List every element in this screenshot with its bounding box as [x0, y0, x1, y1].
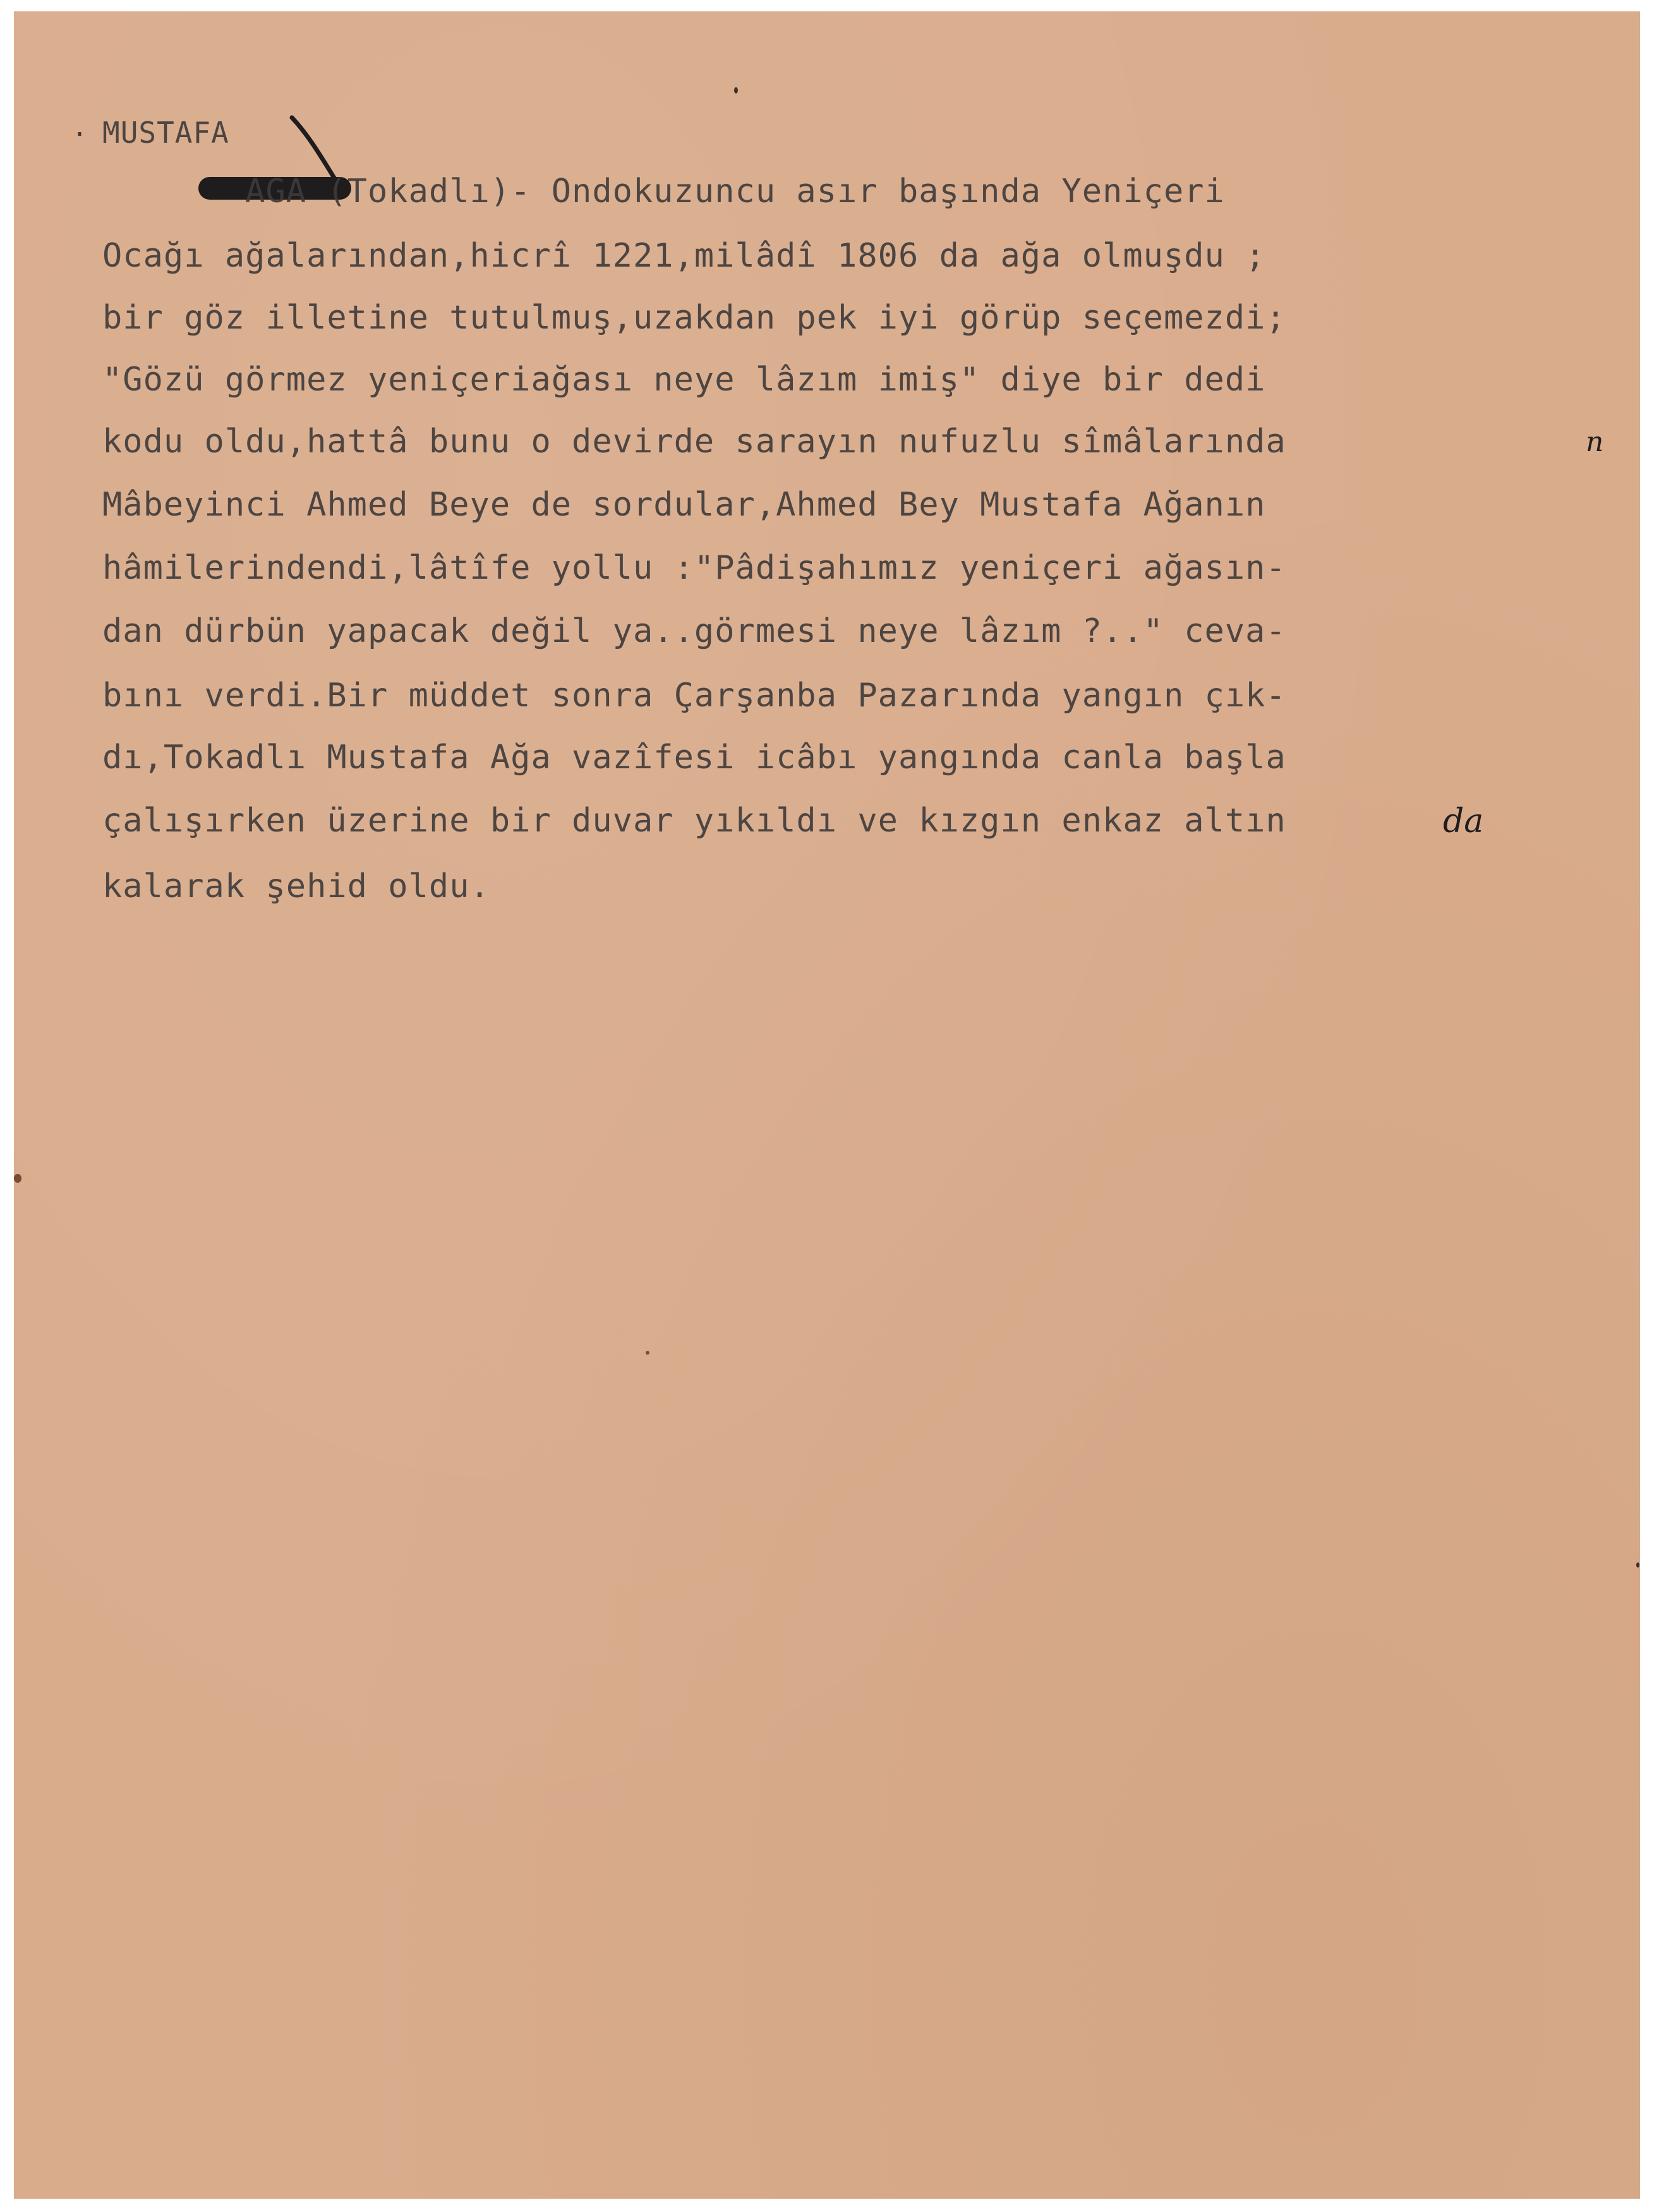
text-line-8: dan dürbün yapacak değil ya..görmesi neye lâzım ?.." ceva-: [102, 612, 1286, 650]
margin-dot: ·: [72, 120, 88, 149]
paper-speck: [1636, 1562, 1639, 1568]
text-line-11: çalışırken üzerine bir duvar yıkıldı ve kızgın enkaz altın: [102, 802, 1286, 840]
text-line-9: bını verdi.Bir müddet sonra Çarşanba Pazarında yangın çık-: [102, 677, 1286, 715]
text-line-10: dı,Tokadlı Mustafa Ağa vazîfesi icâbı yangında canla başla: [102, 739, 1286, 777]
text-line-7: hâmilerindendi,lâtîfe yollu :"Pâdişahımız yeniçeri ağasın-: [102, 549, 1286, 587]
entry-heading: MUSTAFA: [102, 116, 229, 150]
text-line-1: AGA (Tokadlı)- Ondokuzuncu asır başında Yeniçeri: [102, 172, 1225, 210]
text-line-5: kodu oldu,hattâ bunu o devirde sarayın nufuzlu sîmâlarında: [102, 423, 1286, 461]
paper-sheet: [14, 11, 1640, 2199]
handwritten-suffix: da: [1443, 802, 1484, 840]
paper-speck: [734, 87, 738, 94]
handwritten-letter: n: [1586, 426, 1604, 458]
text-line-3: bir göz illetine tutulmuş,uzakdan pek iyi görüp seçemezdi;: [102, 299, 1286, 337]
text-line-2: Ocağı ağalarından,hicrî 1221,milâdî 1806 da ağa olmuşdu ;: [102, 237, 1266, 275]
text-line-12: kalarak şehid oldu.: [102, 867, 490, 905]
text-line-6: Mâbeyinci Ahmed Beye de sordular,Ahmed Bey Mustafa Ağanın: [102, 486, 1266, 524]
text-line-4: "Gözü görmez yeniçeriağası neye lâzım imiş" diye bir dedi: [102, 361, 1266, 399]
paper-speck: [14, 1174, 21, 1183]
paper-speck: [646, 1351, 649, 1355]
